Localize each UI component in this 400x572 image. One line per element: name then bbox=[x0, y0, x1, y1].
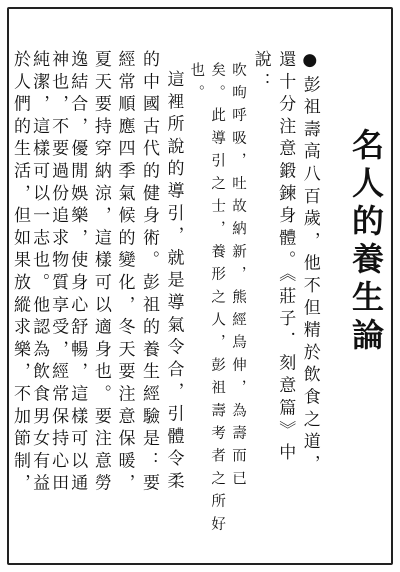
text-column-11: 於人們的生活，但如果放縱求樂，不加節制， bbox=[10, 50, 30, 496]
text-column-6: 經常順應四季氣候的變化，冬天要注意保暖， bbox=[114, 50, 135, 496]
text-column-3: 說： bbox=[250, 50, 271, 95]
text-column-1: ●彭祖壽高八百歲，他不但精於飲食之道， bbox=[299, 50, 320, 477]
quote-column-3: 也。 bbox=[188, 62, 205, 108]
text-column-9: 神也，不要過份追求物質享受，經常保持心田 bbox=[48, 50, 69, 496]
text-column-5: 的中國古代的健身術。彭祖的養生經驗是：要 bbox=[138, 50, 159, 496]
text-column-8: 逸結合，優閒娛樂，使身心舒暢，這樣可以通 bbox=[67, 50, 88, 496]
quote-column-2: 矣。此導引之士，養形之人，彭祖壽考者之所好 bbox=[209, 62, 226, 539]
text-column-2: 還十分注意鍛鍊身體。《莊子．刻意篇》中 bbox=[275, 50, 296, 466]
quote-column-1: 吹呴呼吸，吐故納新，熊經鳥伸，為壽而已 bbox=[229, 62, 246, 494]
text-column-4: 這裡所說的導引，就是導氣令合，引體令柔 bbox=[163, 70, 184, 494]
page-title: 名人的養生論 bbox=[347, 128, 385, 356]
text-column-10: 純潔，這樣可以一志也。他認為飲食男女有益 bbox=[29, 50, 50, 496]
text-column-7: 夏天要持穿納涼，這樣可以適身也。要注意勞 bbox=[90, 50, 111, 496]
